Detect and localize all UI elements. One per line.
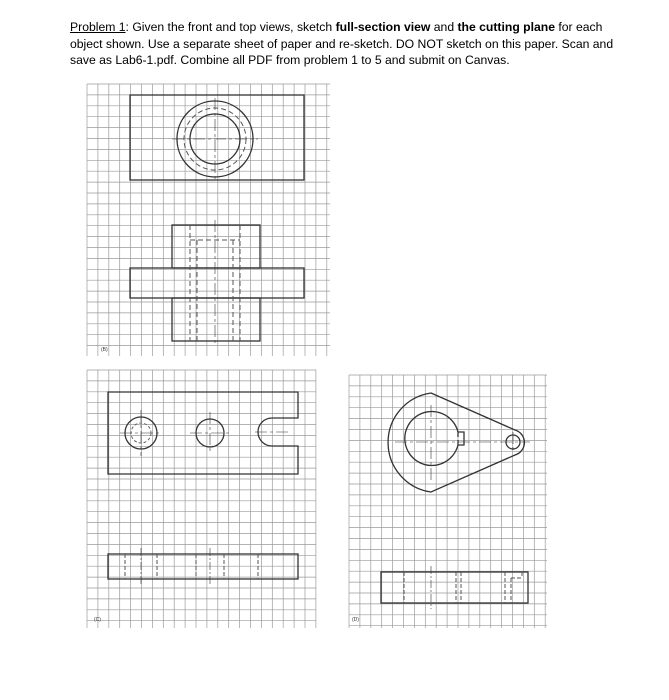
figure-d-front-view	[381, 572, 528, 603]
figure-d-keyway	[458, 432, 464, 445]
grid-c	[87, 370, 316, 628]
figure-c-label: (C)	[94, 617, 101, 623]
figure-b-flange	[130, 268, 304, 298]
figure-d-centerlines	[395, 405, 530, 480]
instruction-part-2: and	[430, 20, 458, 34]
figure-c-centerlines	[120, 410, 290, 456]
emphasis-cutting-plane: the cutting plane	[457, 20, 555, 34]
problem-label: Problem 1	[70, 20, 126, 34]
emphasis-full-section: full-section view	[335, 20, 431, 34]
figure-b	[130, 95, 304, 345]
instruction-part-3: for each object shown. Use a separate sheet of paper and re-sketch. DO NOT sketch on this paper. Scan and save as Lab6-1.pdf. Combine all PDF from problem 1 to 5 and submit on Canvas.	[70, 20, 614, 67]
figure-d-hidden-lines	[404, 572, 522, 603]
figure-b-label: (B)	[101, 347, 108, 353]
figure-d-bore	[405, 412, 458, 466]
instruction-part-1: Given the front and top views, sketch	[132, 20, 336, 34]
figure-c	[108, 392, 298, 585]
grid-d	[349, 375, 547, 628]
problem-separator: :	[125, 20, 133, 34]
figure-d-label: (D)	[352, 617, 359, 623]
grid-b	[87, 84, 330, 356]
